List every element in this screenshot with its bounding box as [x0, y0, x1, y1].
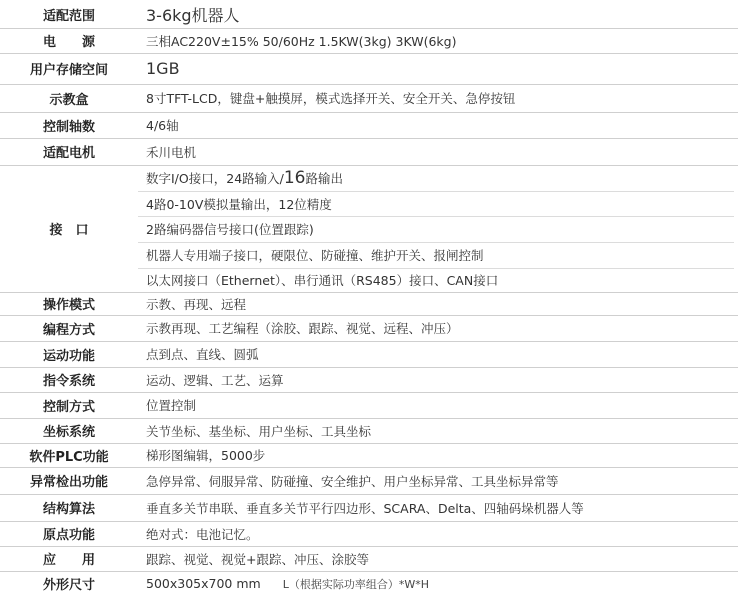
row-label: 控制轴数 [42, 119, 95, 135]
row-value: 运动、逻辑、工艺、运算 [146, 372, 284, 388]
interface-line-text: 数字I/O接口，24路输入/ [146, 171, 284, 186]
row-label: 编程方式 [42, 322, 95, 338]
row-label: 异常检出功能 [29, 475, 108, 490]
row-label: 结构算法 [42, 502, 95, 517]
value-column [138, 0, 734, 596]
dimensions-note: L（根据实际功率组合）*W*H [282, 577, 429, 591]
row-value: 8寸TFT-LCD，键盘+触摸屏，模式选择开关、安全开关、急停按钮 [146, 91, 516, 106]
interface-line: 以太网接口（Ethernet）、串行通讯（RS485）接口、CAN接口 [146, 273, 499, 288]
row-value: 禾川电机 [146, 144, 197, 160]
row-value: 跟踪、视觉、视觉+跟踪、冲压、涂胶等 [146, 551, 369, 567]
row-label: 适配范围 [42, 8, 95, 24]
interface-line: 机器人专用端子接口，硬限位、防碰撞、维护开关、报闸控制 [146, 248, 484, 263]
row-label: 操作模式 [42, 298, 95, 313]
row-label: 指令系统 [42, 374, 95, 389]
row-value: 1GB [146, 59, 180, 78]
dimensions-value: 500x305x700 mm [146, 576, 261, 591]
interface-line-text: 路输出 [305, 171, 344, 186]
row-value: 梯形图编辑，5000步 [146, 448, 266, 463]
row-label: 电 源 [42, 35, 95, 50]
row-value: 4/6轴 [146, 118, 179, 133]
row-label: 用户存储空间 [29, 63, 108, 78]
row-label: 运动功能 [42, 348, 95, 364]
row-value: 垂直多关节串联、垂直多关节平行四边形、SCARA、Delta、四轴码垛机器人等 [146, 500, 584, 516]
row-value: 三相AC220V±15% 50/60Hz 1.5KW(3kg) 3KW(6kg) [146, 33, 457, 49]
row-label: 应 用 [42, 553, 95, 568]
row-label: 外形尺寸 [42, 578, 95, 593]
row-label: 原点功能 [42, 528, 95, 543]
interface-line: 2路编码器信号接口(位置跟踪) [146, 222, 314, 237]
row-value: 点到点、直线、圆弧 [146, 347, 259, 362]
row-value: 急停异常、伺服异常、防碰撞、安全维护、用户坐标异常、工具坐标异常等 [146, 473, 559, 489]
interface-line [138, 165, 734, 191]
row-label: 坐标系统 [42, 425, 95, 440]
row-value: 3-6kg机器人 [146, 5, 240, 25]
row-value: 关节坐标、基坐标、用户坐标、工具坐标 [146, 423, 372, 439]
row-label: 适配电机 [42, 146, 95, 161]
dimensions-row [138, 571, 734, 596]
row-value: 示教再现、工艺编程（涂胶、跟踪、视觉、远程、冲压） [146, 321, 459, 336]
interface-line-number: 16 [283, 168, 306, 188]
row-label: 示教盒 [49, 92, 89, 108]
interface-line: 4路0-10V模拟量输出，12位精度 [146, 196, 332, 212]
label-column [0, 0, 138, 596]
row-value: 位置控制 [146, 398, 197, 413]
row-label: 控制方式 [42, 399, 95, 415]
row-value: 绝对式：电池记忆。 [146, 526, 259, 542]
row-label: 接 口 [49, 223, 89, 238]
row-value: 示教、再现、远程 [146, 296, 247, 312]
row-label: 软件PLC功能 [29, 449, 109, 465]
